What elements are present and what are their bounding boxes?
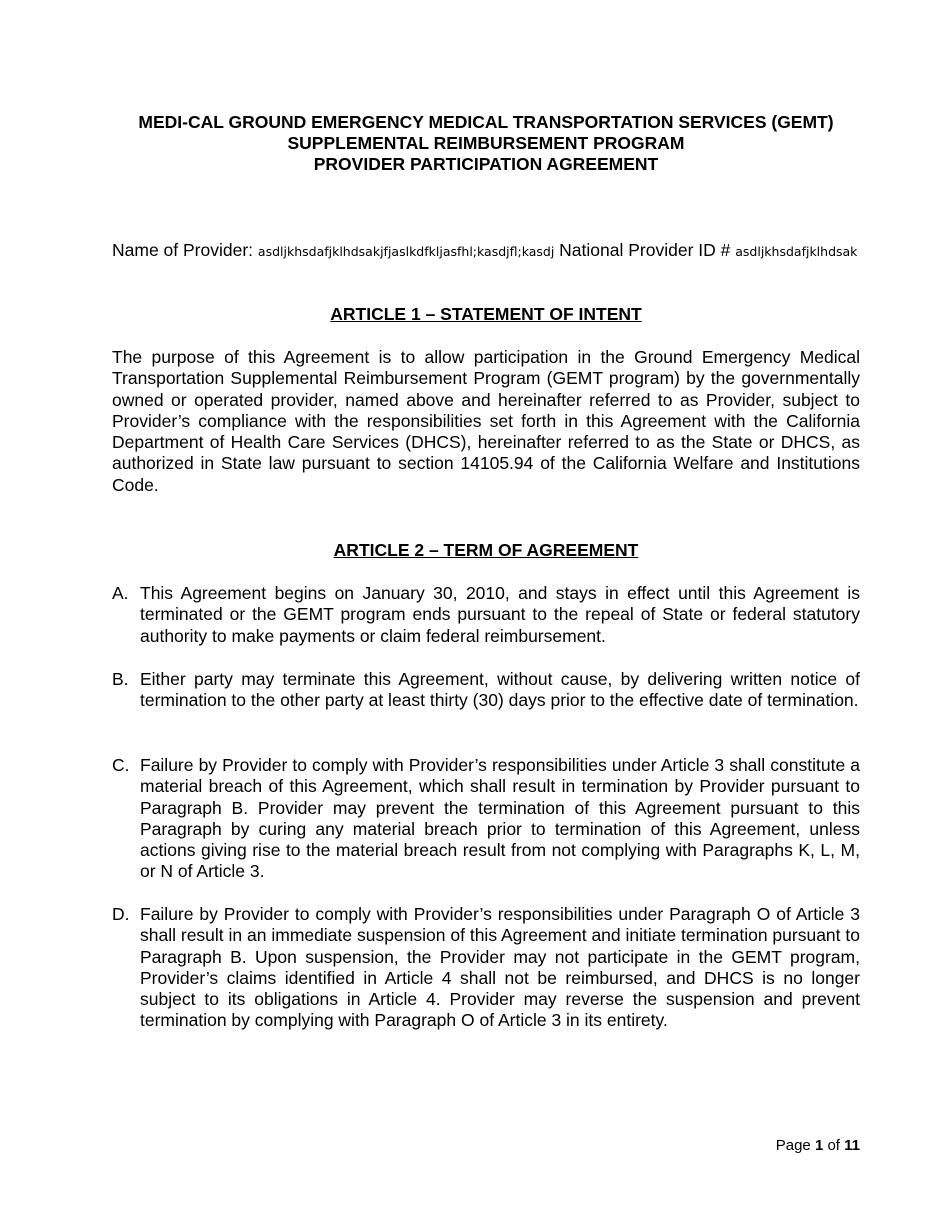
total-page-count: 11 — [844, 1137, 860, 1154]
npi-label: National Provider ID # — [559, 240, 731, 260]
list-item — [112, 755, 860, 883]
list-item — [112, 583, 860, 647]
article-1-heading: ARTICLE 1 – STATEMENT OF INTENT — [330, 304, 642, 324]
list-item-marker: A. — [112, 583, 129, 603]
npi-field[interactable]: asdljkhsdafjklhdsak — [735, 244, 858, 259]
of-word: of — [827, 1137, 840, 1154]
list-item-text: Either party may terminate this Agreement, without cause, by delivering written notice of termination to the other party at least thirty (30) days prior to the effective date of termination. — [140, 669, 860, 711]
list-item — [112, 669, 860, 712]
title-line-2: SUPPLEMENTAL REIMBURSEMENT PROGRAM — [287, 133, 685, 153]
article-1-body: The purpose of this Agreement is to allow participation in the Ground Emergency Medical Transportation Supplemental Reimbursement Program (GEMT program) by the governmentally owned or operated provider, named above and hereinafter referred to as Provider, subject to Provider’s compliance with the responsibilities set forth in this Agreement with the California Department of Health Care Services (DHCS), hereinafter referred to as the State or DHCS, as authorized in State law pursuant to section 14105.94 of the California Welfare and Institutions Code. — [112, 347, 860, 495]
list-item-marker: B. — [112, 669, 129, 689]
provider-info-line — [112, 238, 872, 264]
article-2-heading: ARTICLE 2 – TERM OF AGREEMENT — [333, 540, 639, 560]
list-item-text: Failure by Provider to comply with Provider’s responsibilities under Article 3 shall constitute a material breach of this Agreement, which shall result in termination by Provider pursuant to Paragraph B. Provider may prevent the termination of this Agreement pursuant to this Paragraph by curing any material breach prior to termination of this Agreement, unless actions giving rise to the material breach result from not complying with Paragraphs K, L, M, or N of Article 3. — [140, 755, 860, 882]
provider-name-field[interactable]: asdljkhsdafjklhdsakjfjaslkdfkljasfhl;kasdjfl;kasdj — [257, 244, 555, 259]
list-item-marker: C. — [112, 755, 130, 775]
list-item-text: Failure by Provider to comply with Provider’s responsibilities under Paragraph O of Article 3 shall result in an immediate suspension of this Agreement and initiate termination pursuant to Paragraph B. Upon suspension, the Provider may not participate in the GEMT program, Provider’s claims identified in Article 4 shall not be reimbursed, and DHCS is no longer subject to its obligations in Article 4. Provider may reverse the suspension and prevent termination by complying with Paragraph O of Article 3 in its entirety. — [140, 904, 860, 1031]
page-number-footer — [776, 1136, 860, 1156]
title-line-3: PROVIDER PARTICIPATION AGREEMENT — [313, 154, 659, 174]
current-page-number: 1 — [814, 1137, 824, 1154]
provider-name-label: Name of Provider: — [112, 240, 254, 260]
list-item — [112, 904, 860, 1032]
document-title — [112, 112, 860, 175]
list-item-text: This Agreement begins on January 30, 2010, and stays in effect until this Agreement is terminated or the GEMT program ends pursuant to the repeal of State or federal statutory authority to make payments or claim federal reimbursement. — [140, 583, 860, 646]
title-line-1: MEDI-CAL GROUND EMERGENCY MEDICAL TRANSPORTATION SERVICES (GEMT) — [138, 112, 834, 132]
list-item-marker: D. — [112, 904, 130, 924]
page-word: Page — [775, 1137, 811, 1154]
